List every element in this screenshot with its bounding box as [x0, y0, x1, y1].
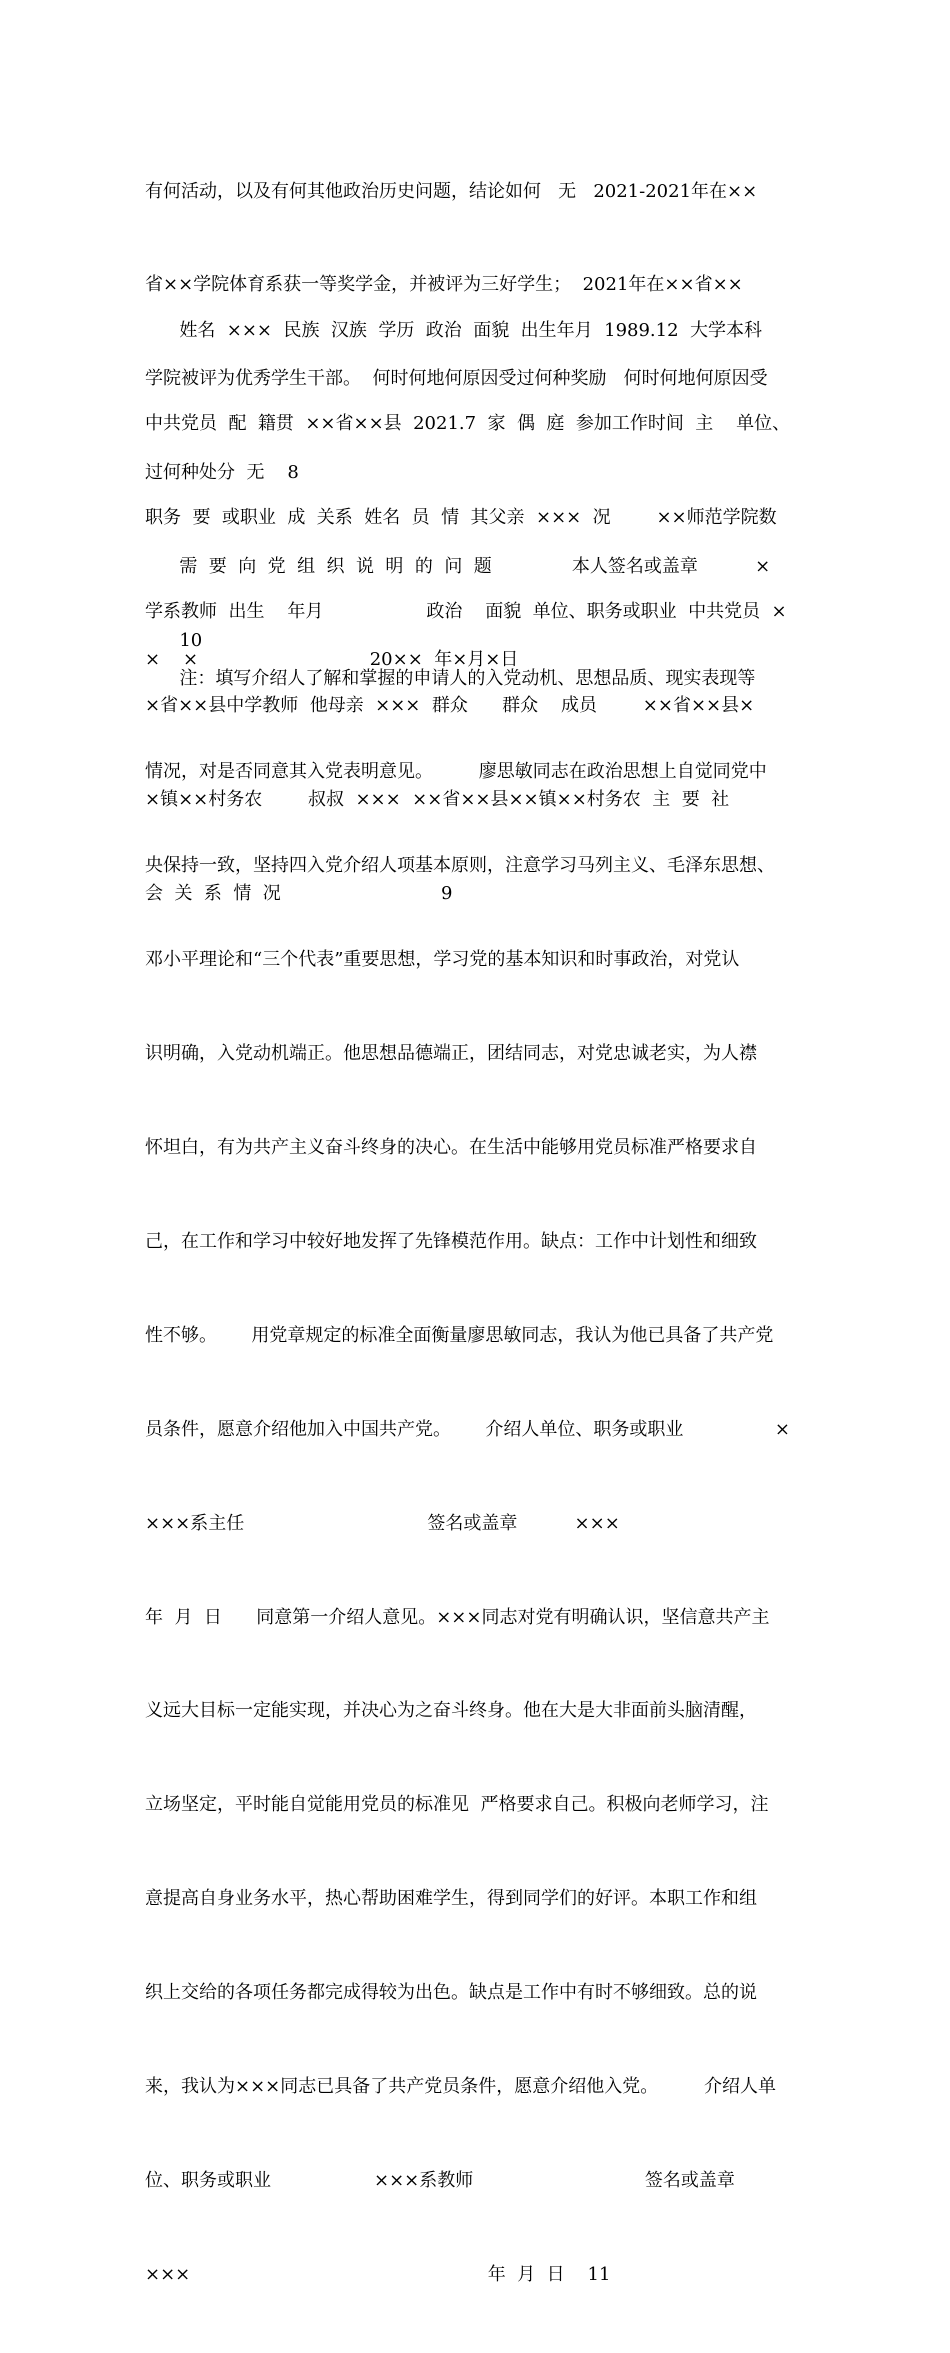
text-line: ×省××县中学教师 他母亲 ××× 群众 群众 成员 ××省××县× [145, 695, 755, 717]
text-line: 立场坚定，平时能自觉能用党员的标准见 严格要求自己。积极向老师学习，注 [145, 1794, 769, 1816]
text-line: 织上交给的各项任务都完成得较为出色。缺点是工作中有时不够细致。总的说 [145, 1982, 757, 2004]
text-line: 职务 要 或职业 成 关系 姓名 员 情 其父亲 ××× 况 ××师范学院数 [145, 507, 777, 529]
text-line: 姓名 ××× 民族 汉族 学历 政治 面貌 出生年月 1989.12 大学本科 [145, 319, 762, 341]
text-line: 怀坦白，有为共产主义奋斗终身的决心。在生活中能够用党员标准严格要求自 [145, 1137, 757, 1159]
text-line: 中共党员 配 籍贯 ××省××县 2021.7 家 偶 庭 参加工作时间 主 单位、 [145, 413, 791, 435]
text-line: 央保持一致，坚持四入党介绍人项基本原则，注意学习马列主义、毛泽东思想、 [145, 855, 775, 877]
text-line: 位、职务或职业 ×××系教师 签名或盖章 [145, 2169, 735, 2191]
text-line: ×镇××村务农 叔叔 ××× ××省××县××镇××村务农 主 要 社 [145, 789, 730, 811]
text-line: 性不够。 用党章规定的标准全面衡量廖思敏同志，我认为他已具备了共产党 [145, 1324, 774, 1346]
paragraph-introducer-opinions [145, 600, 805, 2353]
text-line: 会 关 系 情 况 9 [145, 882, 453, 904]
text-line: 邓小平理论和“三个代表”重要思想，学习党的基本知识和时事政治，对党认 [145, 949, 740, 971]
text-line: 注：填写介绍人了解和掌握的申请人的入党动机、思想品质、现实表现等 [145, 667, 756, 689]
text-line: 来，我认为×××同志已具备了共产党员条件，愿意介绍他入党。 介绍人单 [145, 2075, 777, 2097]
text-line: 意提高自身业务水平，热心帮助困难学生，得到同学们的好评。本职工作和组 [145, 1888, 757, 1910]
text-line: × × 20×× 年×月×日 [145, 649, 519, 671]
text-line: 过何种处分 无 8 [145, 462, 299, 484]
text-line: 情况，对是否同意其入党表明意见。 廖思敏同志在政治思想上自觉同党中 [145, 761, 767, 783]
text-line: 学系教师 出生 年月 政治 面貌 单位、职务或职业 中共党员 × [145, 601, 787, 623]
text-line: 年 月 日 同意第一介绍人意见。×××同志对党有明确认识，坚信意共产主 [145, 1606, 770, 1628]
text-line: 学院被评为优秀学生干部。 何时何地何原因受过何种奖励 何时何地何原因受 [145, 368, 768, 390]
text-line: 10 [145, 629, 203, 651]
text-line: 需 要 向 党 组 织 说 明 的 问 题 本人签名或盖章 × [145, 555, 771, 577]
text-line: 识明确，入党动机端正。他思想品德端正，团结同志，对党忠诚老实，为人襟 [145, 1043, 757, 1065]
text-line: 省××学院体育系获一等奖学金，并被评为三好学生； 2021年在××省×× [145, 274, 743, 296]
text-line: 员条件，愿意介绍他加入中国共产党。 介绍人单位、职务或职业 × [145, 1418, 790, 1440]
text-line: 义远大目标一定能实现，并决心为之奋斗终身。他在大是大非面前头脑清醒， [145, 1700, 757, 1722]
text-line: 己，在工作和学习中较好地发挥了先锋模范作用。缺点：工作中计划性和细致 [145, 1230, 757, 1252]
text-line: 有何活动，以及有何其他政治历史问题，结论如何 无 2021-2021年在×× [145, 180, 758, 202]
text-line: ×××系主任 签名或盖章 ××× [145, 1512, 620, 1534]
text-line: ××× 年 月 日 11 [145, 2263, 611, 2285]
